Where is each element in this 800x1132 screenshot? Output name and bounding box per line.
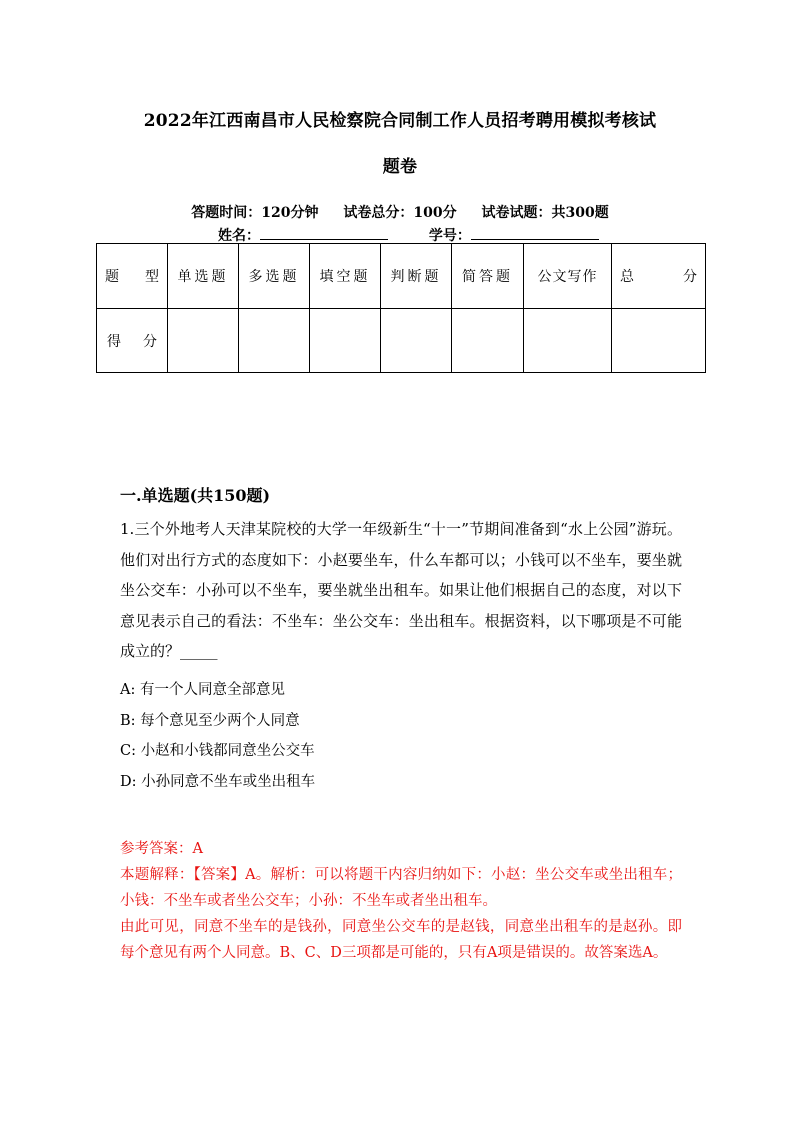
- total-label-char-2: 分: [683, 269, 697, 285]
- option-c[interactable]: C: 小赵和小钱都同意坐公交车: [120, 743, 315, 759]
- column-header: 填空题: [310, 244, 381, 309]
- title-line-2: 题卷: [382, 157, 418, 177]
- header-label-cell: [97, 244, 168, 309]
- header-label-char-1: 题: [105, 269, 119, 285]
- column-header: 多选题: [239, 244, 310, 309]
- header-label-char-2: 型: [145, 269, 159, 285]
- document-title: [0, 103, 800, 185]
- score-table-header-row: [97, 244, 706, 309]
- exam-info: [0, 203, 800, 223]
- name-blank: [260, 225, 388, 240]
- total-label-cell: [612, 244, 706, 309]
- exam-time: 答题时间：120分钟: [191, 205, 319, 221]
- score-label-char-1: 得: [107, 333, 121, 350]
- column-header: 简答题: [452, 244, 524, 309]
- option-a[interactable]: A: 有一个人同意全部意见: [120, 682, 285, 698]
- reference-answer: 参考答案：A: [120, 841, 203, 857]
- exam-question-count: 试卷试题：共300题: [481, 205, 609, 221]
- exam-total-score: 试卷总分：100分: [343, 205, 457, 221]
- question-text: 1.三个外地考人天津某院校的大学一年级新生“十一”节期间准备到“水上公园”游玩。他们对出行方式的态度如下：小赵要坐车，什么车都可以；小钱可以不坐车，要坐就坐公交车：小孙可以不坐车，要坐就坐出租车。如果让他们根据自己的态度，对以下意见表示自己的看法：不坐车：坐公交车：坐出租车。根据资料，以下哪项是不可能成立的？_____: [120, 520, 682, 660]
- option-b[interactable]: B: 每个意见至少两个人同意: [120, 712, 300, 729]
- score-label-cell: [97, 309, 168, 373]
- score-cell[interactable]: [524, 309, 612, 373]
- score-cell[interactable]: [310, 309, 381, 373]
- score-cell[interactable]: [452, 309, 524, 373]
- score-cell[interactable]: [239, 309, 310, 373]
- answer-explanation-1: 本题解释：【答案】A。解析：可以将题干内容归纳如下：小赵：坐公交车或坐出租车；小钱：不坐车或者坐公交车；小孙：不坐车或者坐出租车。: [120, 867, 682, 909]
- score-label-char-2: 分: [143, 333, 157, 350]
- id-blank: [471, 225, 599, 240]
- score-cell[interactable]: [168, 309, 239, 373]
- option-d[interactable]: D: 小孙同意不坐车或坐出租车: [120, 773, 316, 790]
- answer-explanation-2: 由此可见，同意不坐车的是钱孙，同意坐公交车的是赵钱，同意坐出租车的是赵孙。即每个意见有两个人同意。B、C、D三项都是可能的，只有A项是错误的。故答案选A。: [120, 919, 682, 961]
- score-cell[interactable]: [381, 309, 452, 373]
- option-list: [120, 675, 315, 797]
- column-header: 单选题: [168, 244, 239, 309]
- column-header: 公文写作: [524, 244, 612, 309]
- name-label: 姓名：: [218, 228, 260, 244]
- column-header: 判断题: [381, 244, 452, 309]
- total-label-char-1: 总: [620, 269, 634, 285]
- section-title: 一.单选题(共150题): [120, 486, 271, 505]
- score-cell[interactable]: [612, 309, 706, 373]
- score-table-score-row: [97, 309, 706, 373]
- title-line-1: 2022年江西南昌市人民检察院合同制工作人员招考聘用模拟考核试: [143, 111, 657, 131]
- score-table: [96, 243, 706, 373]
- answer-block: [120, 836, 682, 966]
- id-label: 学号：: [428, 228, 471, 244]
